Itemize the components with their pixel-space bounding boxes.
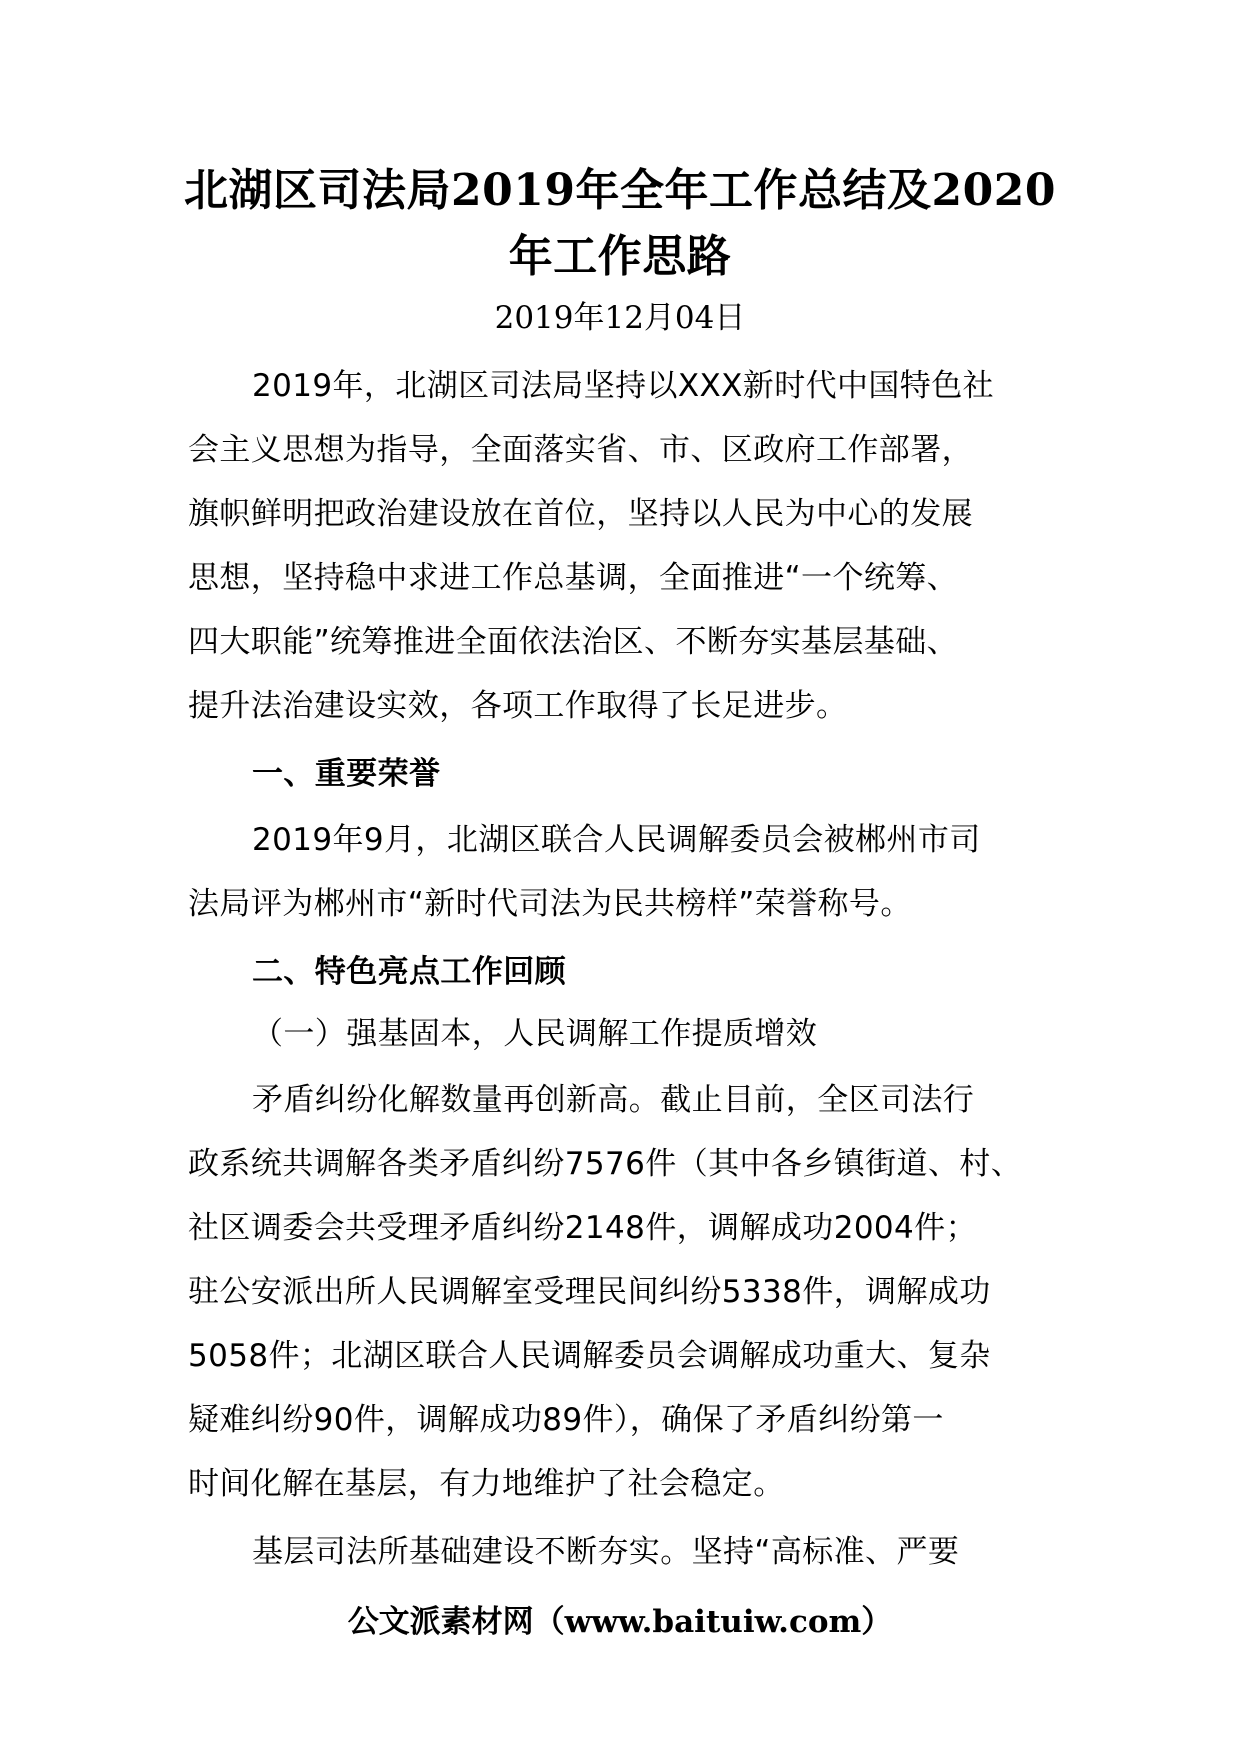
body-line: 会主义思想为指导，全面落实省、市、区政府工作部署， <box>188 432 973 468</box>
body-line: 5058件；北湖区联合人民调解委员会调解成功重大、复杂 <box>188 1338 991 1374</box>
section-heading-honors: 一、重要荣誉 <box>252 756 441 792</box>
body-line: 政系统共调解各类矛盾纠纷7576件（其中各乡镇街道、村、 <box>188 1146 1023 1182</box>
body-line: 驻公安派出所人民调解室受理民间纠纷5338件，调解成功 <box>188 1274 991 1310</box>
body-line: 提升法治建设实效，各项工作取得了长足进步。 <box>188 688 848 724</box>
body-line: 矛盾纠纷化解数量再创新高。截止目前，全区司法行 <box>252 1082 975 1118</box>
section-heading-highlights: 二、特色亮点工作回顾 <box>252 954 566 990</box>
body-line: 2019年9月，北湖区联合人民调解委员会被郴州市司 <box>252 822 981 858</box>
body-line: 社区调委会共受理矛盾纠纷2148件，调解成功2004件； <box>188 1210 977 1246</box>
body-line: 基层司法所基础建设不断夯实。坚持“高标准、严要 <box>252 1534 960 1570</box>
footer-watermark-text: 公文派素材网（www.baituiw.com） <box>347 1604 893 1640</box>
body-line: 思想，坚持稳中求进工作总基调，全面推进“一个统筹、 <box>188 560 959 596</box>
body-line: 疑难纠纷90件，调解成功89件），确保了矛盾纠纷第一 <box>188 1402 944 1438</box>
body-line: 四大职能”统筹推进全面依法治区、不断夯实基层基础、 <box>188 624 959 660</box>
body-line: 旗帜鲜明把政治建设放在首位，坚持以人民为中心的发展 <box>188 496 973 532</box>
body-line: 法局评为郴州市“新时代司法为民共榜样”荣誉称号。 <box>188 886 912 922</box>
document-title-line-1: 北湖区司法局2019年全年工作总结及2020 <box>184 165 1056 216</box>
document-date: 2019年12月04日 <box>494 300 746 336</box>
body-line: 时间化解在基层，有力地维护了社会稳定。 <box>188 1466 785 1502</box>
document-title-line-2: 年工作思路 <box>508 231 732 282</box>
subsection-heading: （一）强基固本，人民调解工作提质增效 <box>252 1016 818 1052</box>
body-line: 2019年，北湖区司法局坚持以XXX新时代中国特色社 <box>252 368 995 404</box>
